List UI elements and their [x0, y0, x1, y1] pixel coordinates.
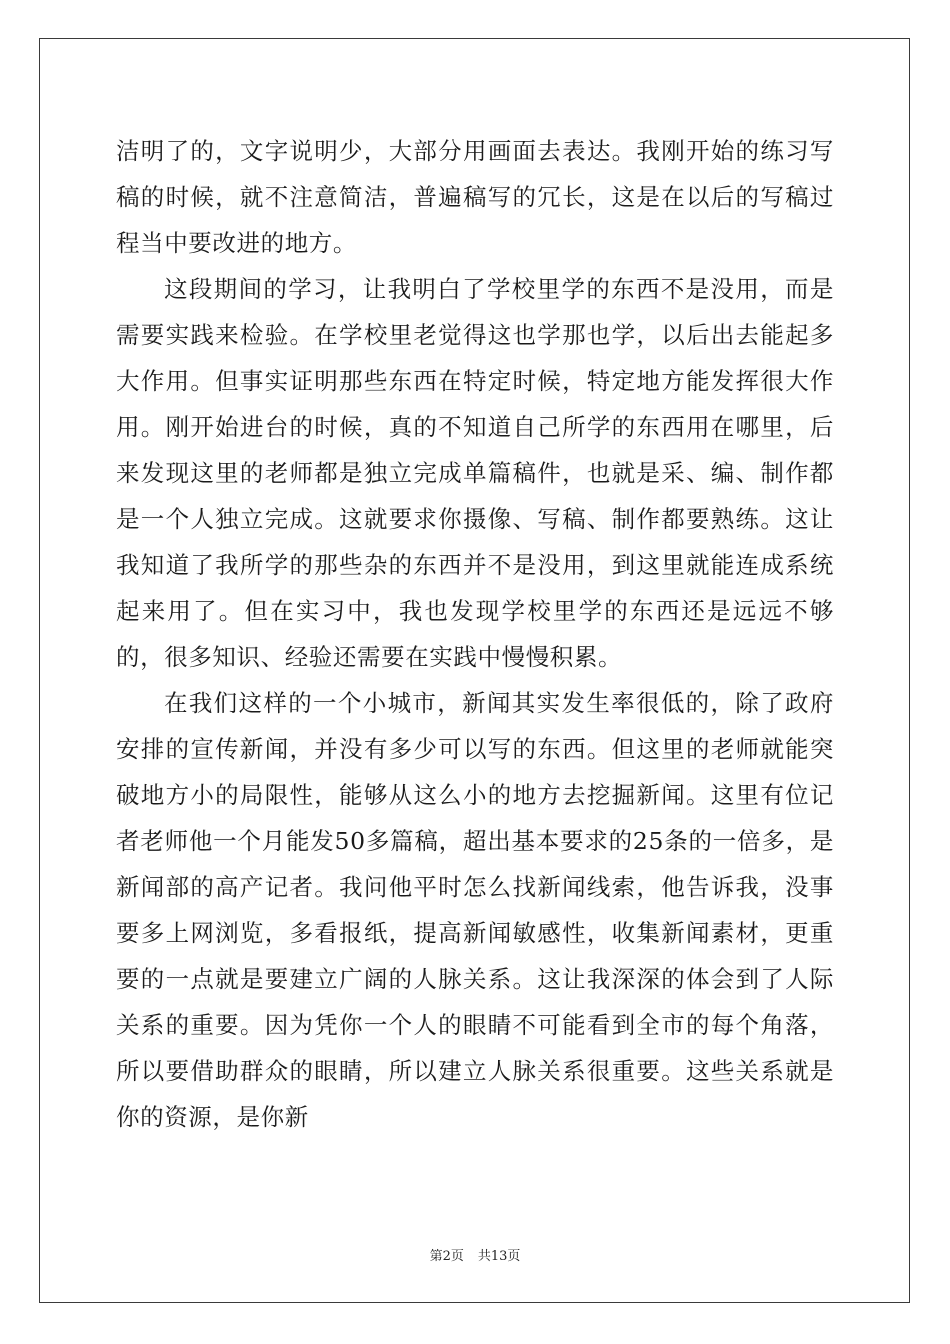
page-number: 第2页: [429, 1249, 464, 1264]
paragraph-3: 在我们这样的一个小城市，新闻其实发生率很低的，除了政府安排的宣传新闻，并没有多少可以写的东西。但这里的老师就能突破地方小的局限性，能够从这么小的地方去挖掘新闻。这里有位记者老师他一个月能发50多篇稿，超出基本要求的25条的一倍多，是新闻部的高产记者。我问他平时怎么找新闻线索，他告诉我，没事要多上网浏览，多看报纸，提高新闻敏感性，收集新闻素材，更重要的一点就是要建立广阔的人脉关系。这让我深深的体会到了人际关系的重要。因为凭你一个人的眼睛不可能看到全市的每个角落，所以要借助群众的眼睛，所以建立人脉关系很重要。这些关系就是你的资源，是你新: [116, 689, 834, 1131]
document-body: [116, 128, 834, 1140]
page-total: 共13页: [477, 1249, 521, 1264]
paragraph-1: 洁明了的，文字说明少，大部分用画面去表达。我刚开始的练习写稿的时候，就不注意简洁，普遍稿写的冗长，这是在以后的写稿过程当中要改进的地方。: [116, 137, 834, 257]
page-footer: [0, 1248, 950, 1266]
paragraph-2: 这段期间的学习，让我明白了学校里学的东西不是没用，而是需要实践来检验。在学校里老觉得这也学那也学，以后出去能起多大作用。但事实证明那些东西在特定时候，特定地方能发挥很大作用。刚开始进台的时候，真的不知道自己所学的东西用在哪里，后来发现这里的老师都是独立完成单篇稿件，也就是采、编、制作都是一个人独立完成。这就要求你摄像、写稿、制作都要熟练。这让我知道了我所学的那些杂的东西并不是没用，到这里就能连成系统起来用了。但在实习中，我也发现学校里学的东西还是远远不够的，很多知识、经验还需要在实践中慢慢积累。: [116, 275, 834, 671]
